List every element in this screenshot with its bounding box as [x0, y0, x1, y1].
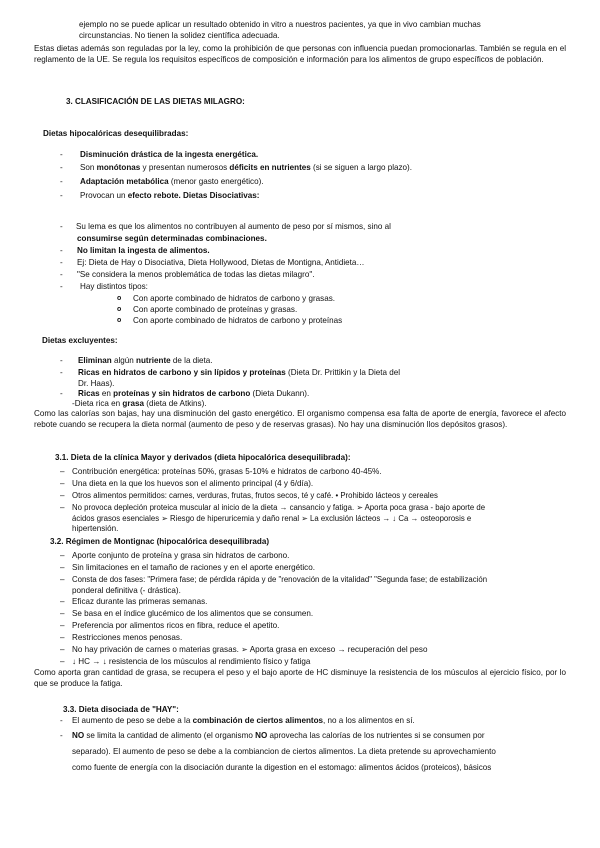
text-run: El aumento de peso se debe a la — [72, 716, 193, 725]
bullet-dash: - — [60, 258, 63, 267]
text-run: proteínas y sin hidratos de carbono — [113, 389, 251, 398]
bullet-dash: – — [60, 657, 65, 666]
bullet-dash: - — [60, 356, 63, 365]
text-run: Adaptación metabólica — [80, 177, 169, 186]
s33-item-b-3: como fuente de energía con la disociación durante la digestion en el estomago: alimentos ácidos (proteicos), básicos — [72, 763, 492, 772]
text-run: Ricas — [78, 389, 100, 398]
s32-item-c-2: ponderal definitiva (- drástica). — [72, 586, 181, 595]
s31-item-d-3: hipertensión. — [72, 524, 119, 533]
text-run: Son — [80, 163, 97, 172]
text-run: (dieta de Atkins). — [144, 399, 207, 408]
exc-item-2b: Dr. Haas). — [78, 379, 115, 388]
hipo-item-2 — [80, 163, 412, 174]
exc-title: Dietas excluyentes: — [42, 336, 118, 345]
bullet-dash: – — [60, 563, 65, 572]
text-run: No provoca depleción proteica muscular al inicio de la dieta → cansancio y fatiga. — [72, 503, 357, 512]
bullet-dash: – — [60, 621, 65, 630]
s32-item-b: Sin limitaciones en el tamaño de raciones y en el aporte energético. — [72, 563, 315, 572]
intro-line-1: ejemplo no se puede aplicar un resultado obtenido in vitro a nuestros pacientes, ya que in vivo cambian muchas — [79, 20, 481, 29]
s32-paragraph: Como aporta gran cantidad de grasa, se recupera el peso y el bajo aporte de HC disminuye la resistencia de los músculos al ejercicio físico, por lo que se produce la fatiga. — [34, 668, 566, 688]
bullet-dash: – — [60, 645, 65, 654]
bullet-dash: – — [60, 467, 65, 476]
bullet-dash: – — [60, 575, 65, 584]
text-run: se limita la cantidad de alimento (el organismo — [84, 731, 256, 740]
bullet-dash: – — [60, 633, 65, 642]
exc-item-1 — [78, 356, 213, 367]
bullet-circle-icon: o — [117, 317, 122, 324]
section-3-1-title: 3.1. Dieta de la clínica Mayor y derivados (dieta hipocalórica desequilibrada): — [55, 453, 351, 462]
bullet-dash: – — [60, 503, 65, 512]
hipo-circle-2: Con aporte combinado de proteínas y grasas. — [133, 305, 298, 314]
bullet-dash: - — [60, 191, 63, 200]
intro-paragraph: Estas dietas además son reguladas por la ley, como la prohibición de que personas con influencia puedan promocionarlas. También se regula en el reglamento de la UE. Se regula los requisitos específicos de composición e información para los alimentos de grupo específicos de población. — [34, 44, 566, 64]
bullet-dash: - — [60, 150, 63, 159]
bullet-dash: – — [60, 491, 65, 500]
hipo-sub-1b: consumirse según determinadas combinaciones. — [77, 234, 267, 243]
bullet-circle-icon: o — [117, 295, 122, 302]
bullet-dash: - — [60, 222, 63, 231]
text-run: (si se siguen a largo plazo). — [310, 163, 413, 172]
bullet-dash: - — [60, 163, 63, 172]
s33-item-b-2: separado). El aumento de peso se debe a la combiancion de ciertos alimentos. La dieta pretende su aprovechamiento — [72, 747, 496, 756]
text-run: (Dieta Dukann). — [250, 389, 310, 398]
bullet-dash: - — [60, 177, 63, 186]
exc-paragraph: Como las calorías son bajas, hay una disminución del gasto energético. El organismo compensa esa falta de aporte de energía, favorece el afecto rebote cuando se recupera la dieta normal (aumento de peso y de reservas grasas). No hay una disminución llos depósitos grasos). — [34, 409, 566, 429]
text-run: combinación de ciertos alimentos — [192, 716, 324, 725]
section-3-2-title: 3.2. Régimen de Montignac (hipocalórica desequilibrada) — [50, 537, 270, 546]
text-run: monótonas — [96, 163, 141, 172]
hipo-circle-1: Con aporte combinado de hidratos de carbono y grasas. — [133, 294, 336, 303]
text-run: déficits en nutrientes — [229, 163, 311, 172]
s31-item-b: Una dieta en la que los huevos son el alimento principal (4 y 6/día). — [72, 479, 314, 488]
bullet-dash: - — [60, 368, 63, 377]
bullet-dash: – — [60, 551, 65, 560]
text-run: ácidos grasos esenciales ➢ Riesgo de hiperuricemia y daño renal ➢ — [72, 514, 310, 523]
bullet-dash: - — [60, 270, 63, 279]
s32-item-e: Se basa en el índice glucémico de los alimentos que se consumen. — [72, 609, 314, 618]
text-run: grasa — [122, 399, 144, 408]
exc-item-2 — [78, 368, 400, 379]
hipo-title: Dietas hipocalóricas desequilibradas: — [43, 129, 189, 138]
hipo-item-1: Disminución drástica de la ingesta energética. — [80, 150, 259, 159]
bullet-circle-icon: o — [117, 306, 122, 313]
bullet-dash: - — [60, 389, 63, 398]
s32-item-f: Preferencia por alimentos ricos en fibra, reduce el apetito. — [72, 621, 280, 630]
hipo-circle-3: Con aporte combinado de hidratos de carbono y proteínas — [133, 316, 343, 325]
text-run: -Dieta rica en — [72, 399, 123, 408]
s32-item-h — [72, 645, 427, 656]
bullet-dash: – — [60, 597, 65, 606]
bullet-dash: – — [60, 609, 65, 618]
bullet-dash: - — [60, 731, 63, 740]
s32-item-g: Restricciones menos penosas. — [72, 633, 183, 642]
text-run: en — [99, 389, 114, 398]
section-3-title: 3. CLASIFICACIÓN DE LAS DIETAS MILAGRO: — [66, 97, 245, 106]
s33-item-a — [72, 716, 415, 727]
text-run: (Dieta Dr. Prittikin y la Dieta del — [285, 368, 401, 377]
bullet-dash: - — [60, 246, 63, 255]
bullet-dash: – — [60, 479, 65, 488]
text-run: aprovecha las calorías de los nutrientes si se consumen por — [267, 731, 485, 740]
text-run: y presentan numerosos — [140, 163, 230, 172]
s32-item-c: Consta de dos fases: "Primera fase; de pérdida rápida y de "renovación de la vitalidad" "Segunda fase; de estabilización — [72, 575, 488, 584]
s31-item-d — [72, 503, 485, 514]
s33-item-b — [72, 731, 485, 742]
text-run: nutriente — [136, 356, 171, 365]
text-run: Eliminan — [78, 356, 112, 365]
text-run: NO — [72, 731, 85, 740]
text-run: (menor gasto energético). — [168, 177, 264, 186]
text-run: No hay privación de carnes o materias grasas. ➢ — [72, 645, 250, 654]
s32-item-i: ↓ HC → ↓ resistencia de los músculos al rendimiento físico y fatiga — [72, 657, 311, 666]
text-run: Aporta grasa en exceso → recuperación del peso — [249, 645, 428, 654]
hipo-sub-4: "Se considera la menos problemática de todas las dietas milagro". — [77, 270, 315, 279]
text-run: ➢ Aporta poca grasa - bajo aporte de — [356, 503, 486, 512]
text-run: , no a los alimentos en sí. — [323, 716, 415, 725]
s32-item-a: Aporte conjunto de proteína y grasa sin hidratos de carbono. — [72, 551, 290, 560]
intro-line-2: circunstancias. No tienen la solidez científica adecuada. — [79, 31, 280, 40]
hipo-sub-1a: Su lema es que los alimentos no contribuyen al aumento de peso por sí mismos, sino al — [76, 222, 391, 231]
s31-item-a: Contribución energética: proteínas 50%, grasas 5-10% e hidratos de carbono 40-45%. — [72, 467, 382, 476]
section-3-3-title: 3.3. Dieta disociada de "HAY": — [63, 705, 179, 714]
bullet-dash: - — [60, 282, 63, 291]
s32-item-d: Eficaz durante las primeras semanas. — [72, 597, 208, 606]
hipo-item-4 — [80, 191, 260, 202]
s31-item-d-2 — [72, 514, 471, 525]
text-run: efecto rebote. Dietas Disociativas: — [127, 191, 260, 200]
hipo-sub-3: Ej: Dieta de Hay o Disociativa, Dieta Hollywood, Dietas de Montigna, Antidieta… — [77, 258, 365, 267]
text-run: de la dieta. — [170, 356, 213, 365]
s31-item-c: Otros alimentos permitidos: carnes, verduras, frutas, frutos secos, té y café. • Prohibido lácteos y cereales — [72, 491, 438, 500]
hipo-item-3 — [80, 177, 264, 188]
hipo-sub-5: Hay distintos tipos: — [80, 282, 148, 291]
text-run: Provocan un — [80, 191, 128, 200]
text-run: algún — [111, 356, 137, 365]
text-run: La exclusión lácteos → ↓ Ca → osteoporosis e — [310, 514, 472, 523]
hipo-sub-2: No limitan la ingesta de alimentos. — [77, 246, 210, 255]
text-run: Ricas en hidratos de carbono y sin lípidos y proteínas — [78, 368, 286, 377]
bullet-dash: - — [60, 716, 63, 725]
text-run: NO — [255, 731, 268, 740]
